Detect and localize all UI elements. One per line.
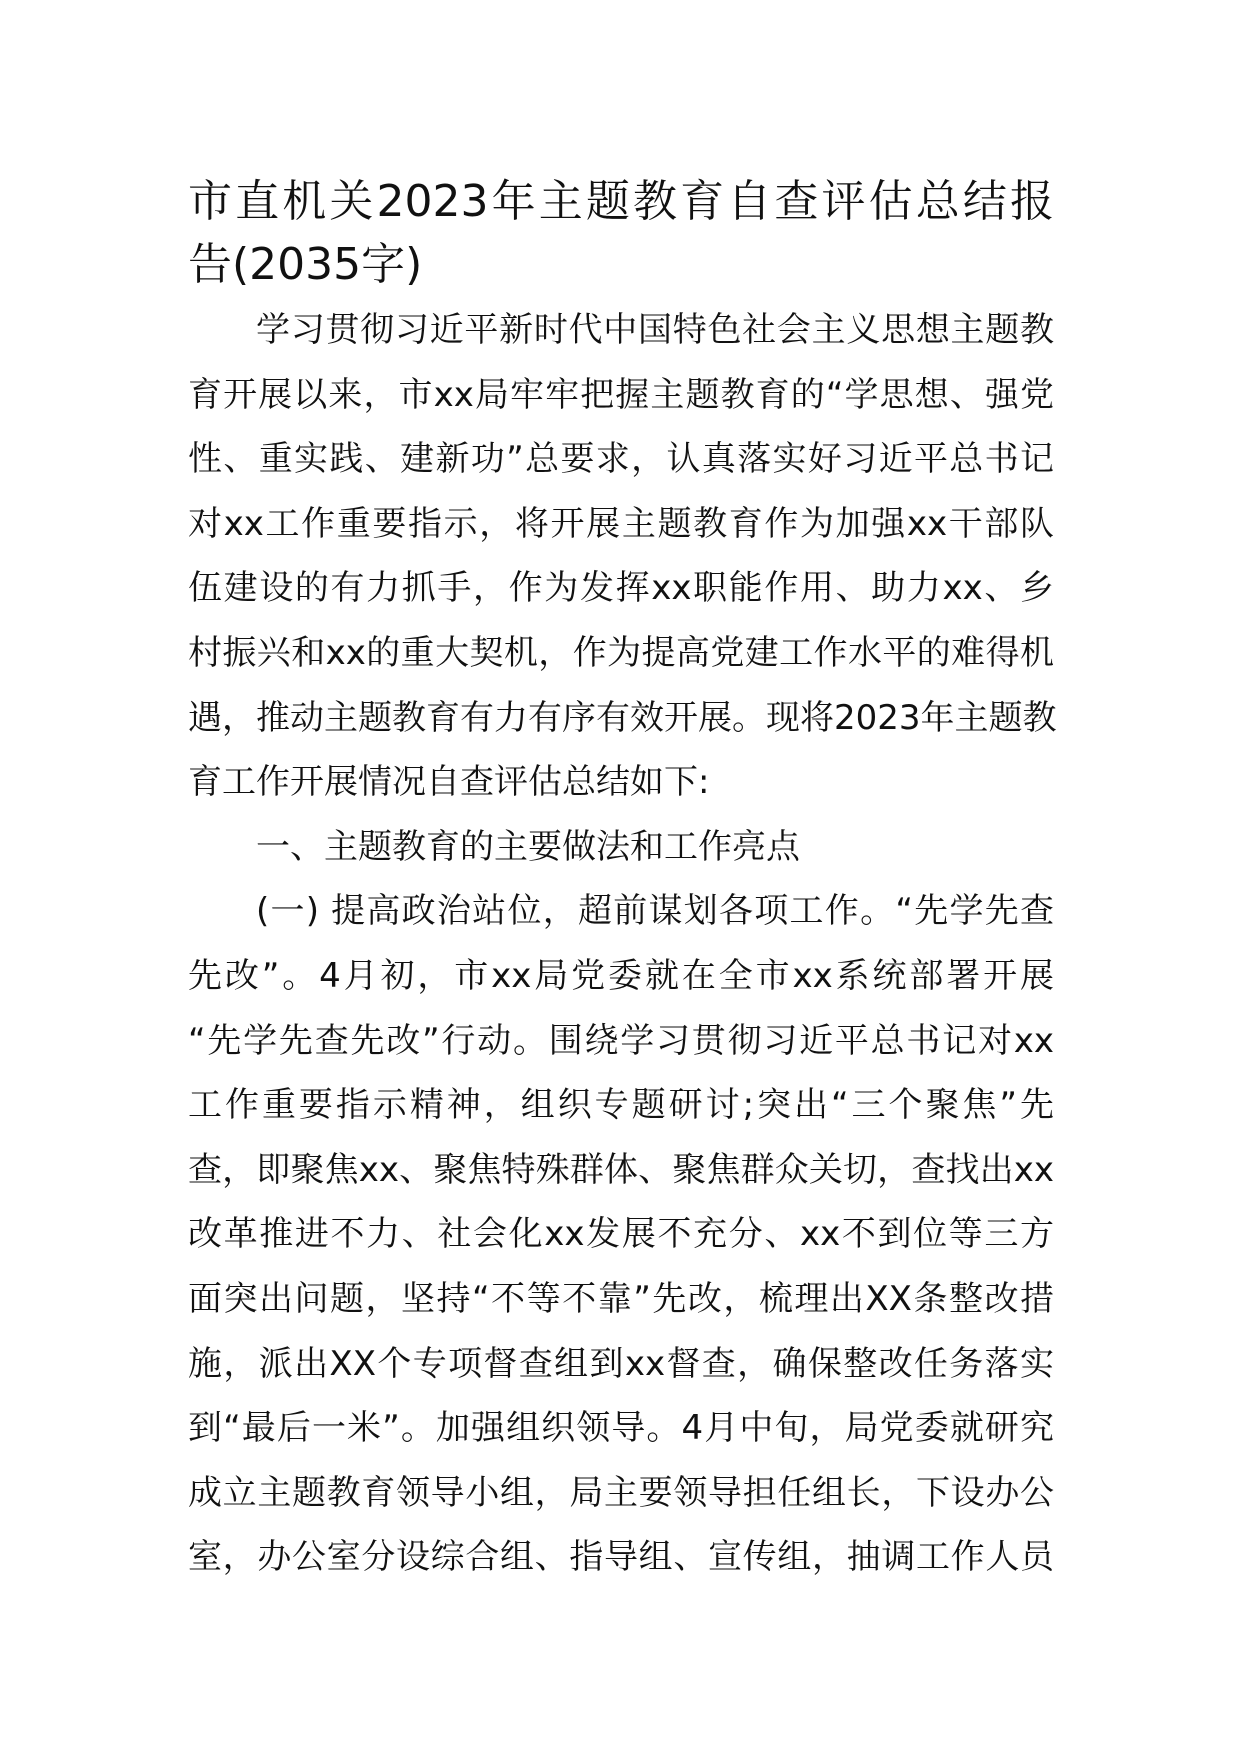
text-line: 到“最后一米”。加强组织领导。4月中旬，局党委就研究 [188,1408,1054,1449]
text-line: 村振兴和xx的重大契机，作为提高党建工作水平的难得机 [188,632,1054,673]
text-line: 育工作开展情况自查评估总结如下: [188,762,710,803]
text-line: 面突出问题，坚持“不等不靠”先改，梳理出XX条整改措 [188,1278,1054,1319]
title-line: 市直机关2023年主题教育自查评估总结报 [188,176,1054,227]
section-heading [188,815,1054,880]
text-line: 学习贯彻习近平新时代中国特色社会主义思想主题教 [256,310,1054,350]
paragraph [188,879,1054,1590]
text-line: 对xx工作重要指示，将开展主题教育作为加强xx干部队 [188,503,1054,544]
text-line: 成立主题教育领导小组，局主要领导担任组长，下设办公 [188,1472,1054,1513]
text-line: 遇，推动主题教育有力有序有效开展。现将2023年主题教 [188,697,1057,738]
text-line: 性、重实践、建新功”总要求，认真落实好习近平总书记 [188,439,1054,480]
text-line: “先学先查先改”行动。围绕学习贯彻习近平总书记对xx [188,1020,1054,1061]
title-line: 告(2035字) [188,239,423,290]
text-line: 工作重要指示精神，组织专题研讨;突出“三个聚焦”先 [188,1085,1054,1126]
text-line: 一、主题教育的主要做法和工作亮点 [256,826,800,867]
text-line: 育开展以来，市xx局牢牢把握主题教育的“学思想、强党 [188,374,1054,415]
document-body [188,298,1057,1590]
text-line: 伍建设的有力抓手，作为发挥xx职能作用、助力xx、乡 [188,568,1054,609]
document-title [188,170,1054,296]
text-line: (一) 提高政治站位，超前谋划各项工作。“先学先查 [256,891,1054,932]
text-line: 查，即聚焦xx、聚焦特殊群体、聚焦群众关切，查找出xx [188,1149,1054,1190]
text-line: 施，派出XX个专项督查组到xx督查，确保整改任务落实 [188,1343,1054,1384]
paragraph [188,298,1057,815]
text-line: 室，办公室分设综合组、指导组、宣传组，抽调工作人员 [188,1537,1054,1578]
text-line: 改革推进不力、社会化xx发展不充分、xx不到位等三方 [188,1214,1054,1255]
text-line: 先改”。4月初，市xx局党委就在全市xx系统部署开展 [188,955,1054,996]
